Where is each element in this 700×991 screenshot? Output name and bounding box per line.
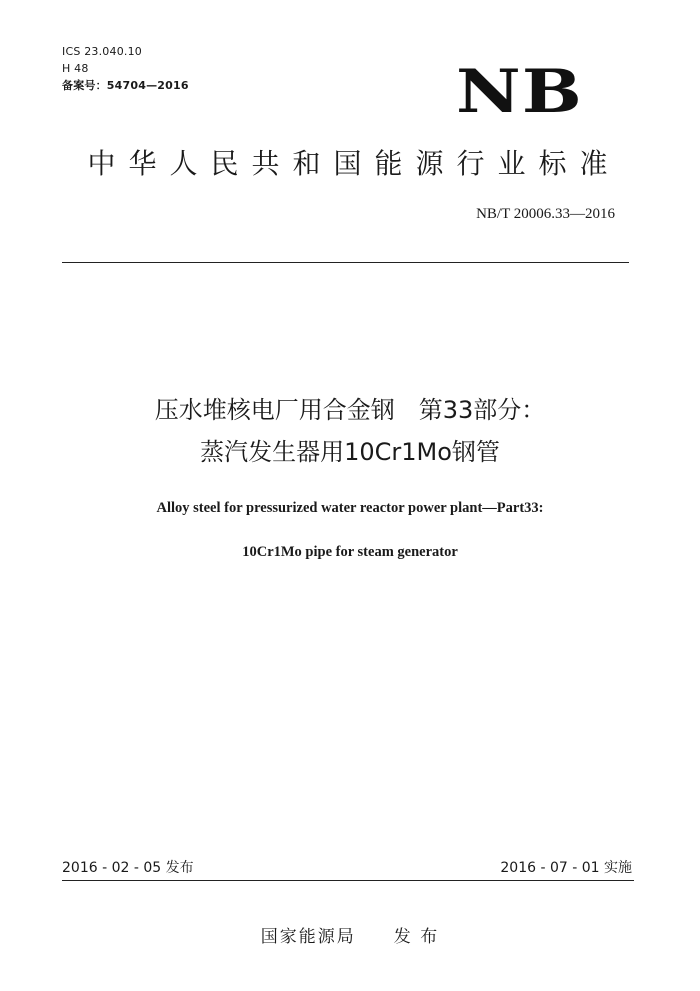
header-divider — [62, 262, 629, 263]
document-metadata — [62, 43, 189, 94]
ics-code: ICS 23.040.10 — [62, 45, 142, 58]
issuing-authority: 国家能源局 发 布 — [260, 927, 440, 947]
implement-date: 2016 - 07 - 01 实施 — [500, 860, 632, 876]
footer-divider — [62, 880, 634, 881]
standard-number: NB/T 20006.33—2016 — [476, 206, 615, 222]
title-en-line2: 10Cr1Mo pipe for steam generator — [242, 544, 458, 560]
publish-date: 2016 - 02 - 05 发布 — [62, 860, 194, 876]
nb-logo: NB — [456, 57, 583, 127]
record-number: 备案号：54704—2016 — [62, 79, 189, 92]
standard-classification: 中华人民共和国能源行业标准 — [87, 147, 621, 180]
title-cn-line1: 压水堆核电厂用合金钢 第33部分： — [154, 396, 546, 424]
ccs-code: H 48 — [62, 62, 89, 75]
title-cn-line2: 蒸汽发生器用10Cr1Mo钢管 — [200, 438, 500, 466]
title-en-line1: Alloy steel for pressurized water reactor power plant—Part33: — [156, 500, 544, 516]
